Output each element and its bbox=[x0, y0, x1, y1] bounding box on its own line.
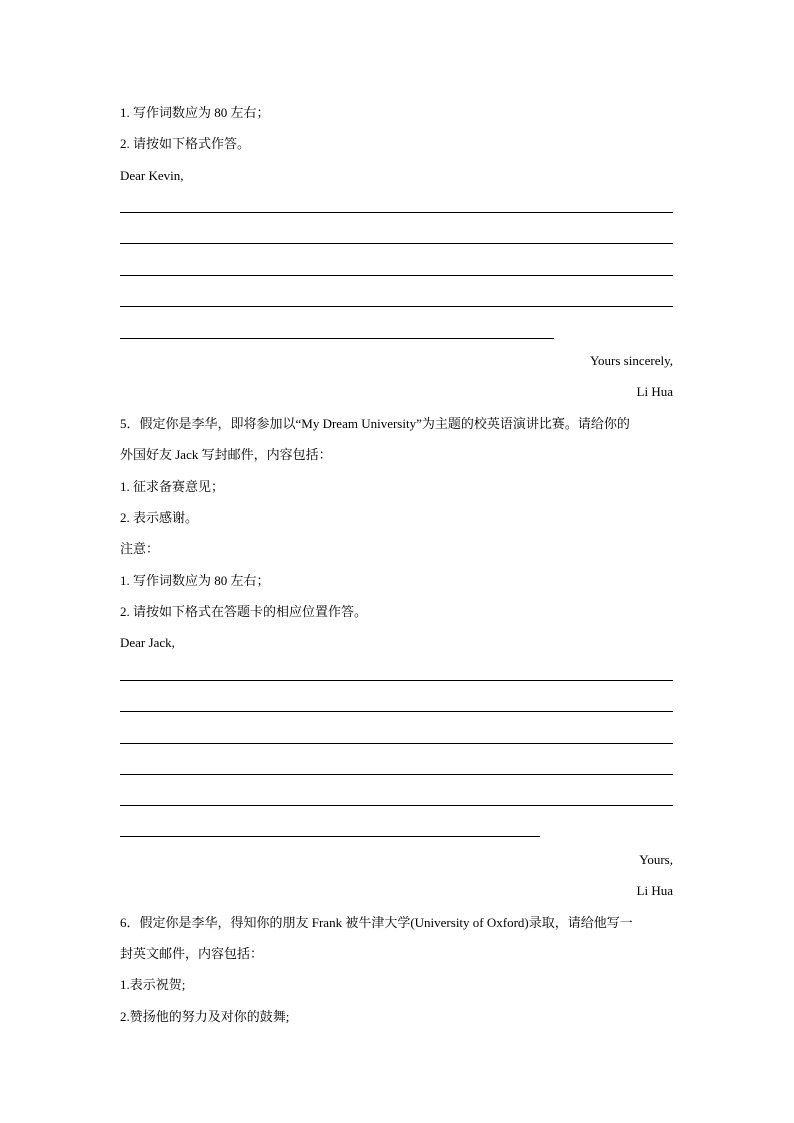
q6-item-1: 1.表示祝贺; bbox=[120, 977, 186, 992]
q6-prompt-line-2: 封英文邮件，内容包括： bbox=[120, 946, 264, 961]
answer-line[interactable] bbox=[120, 774, 673, 775]
q5-note-word-count: 1. 写作词数应为 80 左右； bbox=[120, 573, 270, 588]
answer-line[interactable] bbox=[120, 243, 673, 244]
answer-line[interactable] bbox=[120, 743, 673, 744]
answer-line[interactable] bbox=[120, 212, 673, 213]
q5-prompt-line-2: 外国好友 Jack 写封邮件，内容包括： bbox=[120, 447, 332, 462]
q5-note-format: 2. 请按如下格式在答题卡的相应位置作答。 bbox=[120, 604, 368, 619]
q6-prompt-line-1: 6．假定你是李华，得知你的朋友 Frank 被牛津大学(University of Oxford)录取，请给他写一 bbox=[120, 915, 633, 930]
note-word-count: 1. 写作词数应为 80 左右； bbox=[120, 105, 270, 120]
answer-line[interactable] bbox=[120, 306, 673, 307]
answer-line[interactable] bbox=[120, 711, 673, 712]
answer-line[interactable] bbox=[120, 805, 673, 806]
signature-text: Li Hua bbox=[636, 384, 673, 399]
q5-item-1: 1. 征求备赛意见； bbox=[120, 479, 225, 494]
q5-item-2: 2. 表示感谢。 bbox=[120, 510, 199, 525]
signature-text: Li Hua bbox=[636, 883, 673, 898]
answer-line[interactable] bbox=[120, 680, 673, 681]
q5-prompt-line-1: 5．假定你是李华，即将参加以“My Dream University”为主题的校英语演讲比赛。请给你的 bbox=[120, 416, 630, 431]
closing-text: Yours sincerely, bbox=[589, 353, 673, 368]
answer-line-short[interactable] bbox=[120, 338, 554, 339]
q5-notice-label: 注意： bbox=[120, 541, 160, 556]
salutation-kevin: Dear Kevin, bbox=[120, 168, 184, 183]
closing-text: Yours, bbox=[639, 852, 673, 867]
salutation-jack: Dear Jack, bbox=[120, 635, 175, 650]
answer-line-short[interactable] bbox=[120, 836, 540, 837]
note-format: 2. 请按如下格式作答。 bbox=[120, 136, 251, 151]
answer-line[interactable] bbox=[120, 275, 673, 276]
q6-item-2: 2.赞扬他的努力及对你的鼓舞; bbox=[120, 1009, 290, 1024]
